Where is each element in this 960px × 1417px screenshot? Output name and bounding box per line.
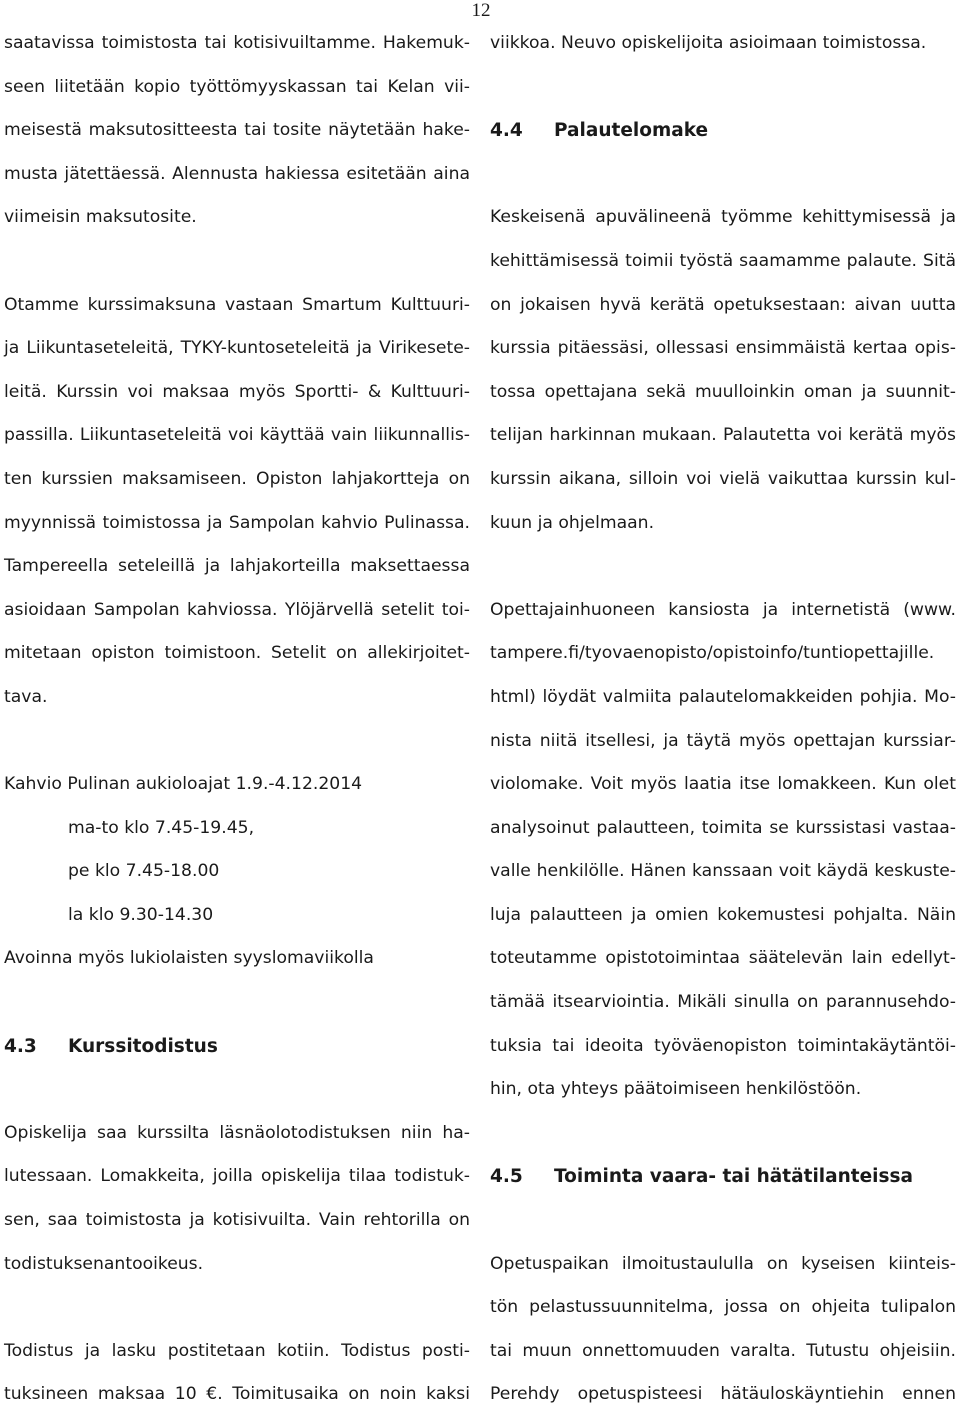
- page-number: 12: [471, 0, 491, 21]
- text-line: leitä. Kurssin voi maksaa myös Sportti- & Kulttuuri-: [4, 381, 470, 402]
- text-line: seen liitetään kopio työttömyyskassan tai Kelan vii-: [4, 76, 470, 97]
- text-line: analysoinut palautteen, toimita se kurssistasi vastaa-: [490, 817, 956, 838]
- section-heading-4-4: [490, 109, 956, 153]
- text-line: meisestä maksutositteesta tai tosite näytetään hake-: [4, 120, 470, 141]
- section-title: Kurssitodistus: [68, 1035, 218, 1057]
- section-number: 4.5: [490, 1166, 523, 1188]
- text-line: tön pelastussuunnitelma, jossa on ohjeita tulipalon: [490, 1297, 956, 1318]
- text-line: tossa opettajana sekä muulloinkin oman ja suunnit-: [490, 381, 956, 402]
- section-number: 4.4: [490, 120, 523, 142]
- text-line: html) löydät valmiita palautelomakkeiden pohjia. Mo-: [490, 686, 956, 707]
- text-line: tuksineen maksaa 10 €. Toimitusaika on noin kaksi: [4, 1384, 470, 1405]
- left-column: [4, 22, 470, 1417]
- text-line: Otamme kurssimaksuna vastaan Smartum Kulttuuri-: [4, 294, 470, 315]
- cafe-hours-entry: ma-to klo 7.45-19.45,: [68, 817, 255, 838]
- text-line: lutessaan. Lomakkeita, joilla opiskelija tilaa todistuk-: [4, 1166, 470, 1187]
- paragraph-application-attachments: [4, 22, 470, 240]
- text-line: sen, saa toimistosta ja kotisivuilta. Vain rehtorilla on: [4, 1210, 470, 1231]
- text-line: ja Liikuntaseteleitä, TYKY-kuntoseteleitä ja Virikesete-: [4, 338, 470, 359]
- text-line: saatavissa toimistosta tai kotisivuiltamme. Hakemuk-: [4, 33, 470, 53]
- cafe-hours-entry: pe klo 7.45-18.00: [68, 861, 220, 882]
- right-column: [490, 22, 956, 1417]
- cafe-hours-entry: la klo 9.30-14.30: [68, 904, 214, 925]
- text-line: ten kurssien maksamiseen. Opiston lahjakortteja on: [4, 468, 470, 489]
- text-line: hin, ota yhteys päätoimiseen henkilöstöön.: [490, 1079, 862, 1100]
- text-line: telijan harkinnan mukaan. Palautetta voi kerätä myös: [490, 425, 956, 446]
- paragraph-emergency: [490, 1243, 956, 1417]
- text-line: tämää itsearviointia. Mikäli sinulla on parannusehdo-: [490, 992, 956, 1013]
- text-line: myynnissä toimistossa ja Sampolan kahvio Pulinassa.: [4, 512, 470, 533]
- paragraph-certificate: [4, 1112, 470, 1286]
- text-line: tuksia tai ideoita työväenopiston toimintakäytäntöi-: [490, 1035, 956, 1056]
- text-line: mitetaan opiston toimistoon. Setelit on allekirjoitet-: [4, 643, 470, 664]
- text-line: violomake. Voit myös laatia itse lomakkeen. Kun olet: [490, 774, 956, 795]
- section-title: Palautelomake: [554, 120, 709, 142]
- text-line: Todistus ja lasku postitetaan kotiin. Todistus posti-: [4, 1340, 470, 1361]
- text-line: kurssia pitäessäsi, ollessasi ensimmäistä kertaa opis-: [490, 338, 956, 359]
- text-line: valle henkilölle. Hänen kanssaan voit käydä keskuste-: [490, 861, 956, 882]
- text-line: luja palautteen ja omien kokemustesi pohjalta. Näin: [490, 904, 956, 925]
- paragraph-payment-vouchers: [4, 284, 470, 720]
- section-number: 4.3: [4, 1035, 37, 1057]
- text-line: on jokaisen hyvä kerätä opetuksestaan: aivan uutta: [490, 294, 956, 315]
- paragraph-feedback-purpose: [490, 196, 956, 545]
- text-line: tava.: [4, 686, 48, 707]
- paragraph-certificate-mailing: [4, 1330, 470, 1417]
- text-line: Tampereella seteleillä ja lahjakorteilla maksettaessa: [4, 556, 470, 577]
- text-line: tai muun onnettomuuden varalta. Tutustu ohjeisiin.: [490, 1340, 956, 1361]
- text-line: Opiskelija saa kurssilta läsnäolotodistuksen niin ha-: [4, 1122, 470, 1143]
- text-line: kurssin aikana, silloin voi vielä vaikuttaa kurssin kul-: [490, 468, 956, 489]
- section-heading-4-3: [4, 1025, 470, 1069]
- text-line: toteutamme opistotoimintaa säätelevän lain edellyt-: [490, 948, 956, 969]
- text-line: Opetuspaikan ilmoitustaululla on kyseisen kiinteis-: [490, 1253, 956, 1274]
- text-line: Keskeisenä apuvälineenä työmme kehittymisessä ja: [490, 207, 956, 228]
- section-heading-4-5: [490, 1155, 956, 1199]
- paragraph-feedback-forms: [490, 589, 956, 1112]
- section-title: Toiminta vaara- tai hätätilanteissa: [554, 1166, 914, 1188]
- text-line: musta jätettäessä. Alennusta hakiessa esitetään aina: [4, 163, 470, 184]
- text-line: passilla. Liikuntaseteleitä voi käyttää vain liikunnallis-: [4, 425, 470, 446]
- text-line: kehittämisessä toimii työstä saamamme palaute. Sitä: [490, 250, 956, 271]
- text-line: Perehdy opetuspisteesi hätäuloskäyntiehin ennen: [490, 1384, 956, 1405]
- cafe-hours-note: Avoinna myös lukiolaisten syyslomaviikolla: [4, 948, 374, 969]
- text-line: asioidaan Sampolan kahviossa. Ylöjärvellä setelit toi-: [4, 599, 470, 620]
- text-line: tampere.fi/tyovaenopisto/opistoinfo/tuntiopettajille.: [490, 643, 935, 664]
- cafe-opening-hours: [4, 763, 470, 981]
- text-line: nista niitä itsellesi, ja täytä myös opettajan kurssiar-: [490, 730, 956, 751]
- text-line: viikkoa. Neuvo opiskelijoita asioimaan toimistossa.: [490, 33, 927, 53]
- text-line: kuun ja ohjelmaan.: [490, 512, 655, 533]
- cafe-hours-title: Kahvio Pulinan aukioloajat 1.9.-4.12.2014: [4, 774, 363, 795]
- text-line: viimeisin maksutosite.: [4, 207, 197, 228]
- text-line: todistuksenantooikeus.: [4, 1253, 204, 1274]
- text-line: Opettajainhuoneen kansiosta ja internetistä (www.: [490, 599, 956, 620]
